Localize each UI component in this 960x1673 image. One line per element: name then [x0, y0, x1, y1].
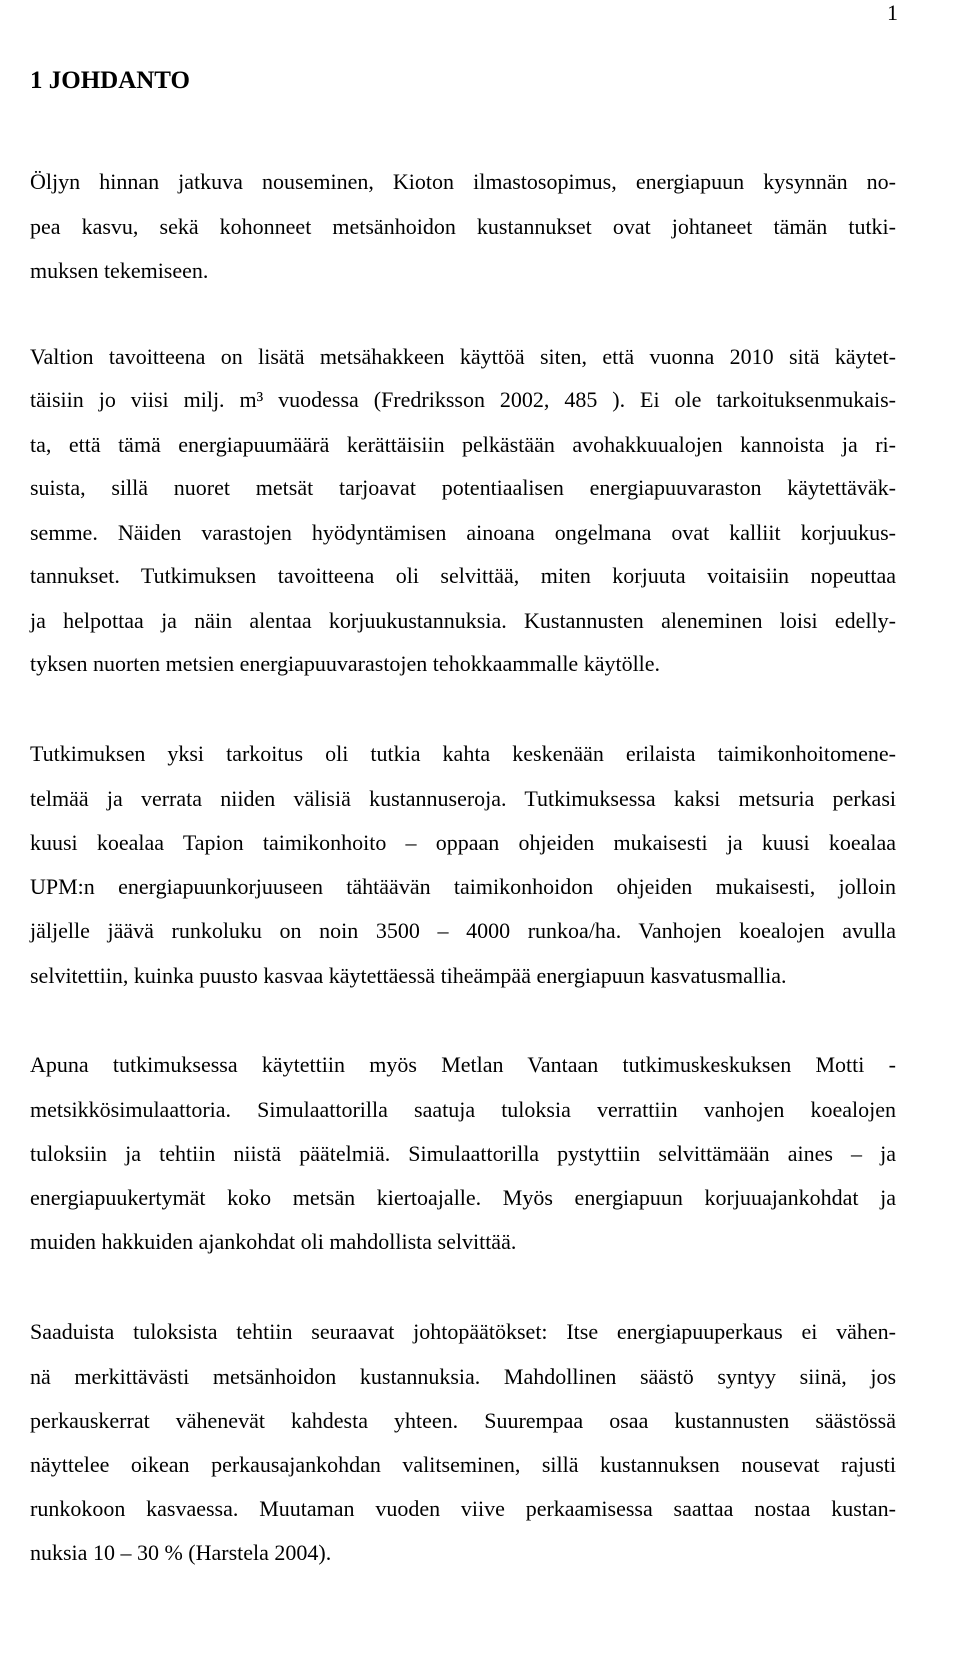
paragraph-line: telmää ja verrata niiden välisiä kustannuseroja. Tutkimuksessa kaksi metsuria perkasi [30, 786, 896, 811]
paragraph-line: Saaduista tuloksista tehtiin seuraavat johtopäätökset: Itse energiapuuperkaus ei vähen- [30, 1319, 896, 1344]
paragraph-line: tyksen nuorten metsien energiapuuvarastojen tehokkaammalle käytölle. [30, 651, 661, 676]
paragraph-line: pea kasvu, sekä kohonneet metsänhoidon kustannukset ovat johtaneet tämän tutki- [30, 214, 896, 239]
paragraph-line: Tutkimuksen yksi tarkoitus oli tutkia kahta keskenään erilaista taimikonhoitomene- [30, 741, 896, 766]
paragraph-line: selvitettiin, kuinka puusto kasvaa käytettäessä tiheämpää energiapuun kasvatusmallia. [30, 963, 787, 988]
page-number: 1 [887, 0, 898, 25]
paragraph-line: kuusi koealaa Tapion taimikonhoito – oppaan ohjeiden mukaisesti ja kuusi koealaa [30, 830, 896, 855]
paragraph-line: UPM:n energiapuunkorjuuseen tähtäävän taimikonhoidon ohjeiden mukaisesti, jolloin [30, 874, 896, 899]
paragraph-line: jäljelle jäävä runkoluku on noin 3500 – 4000 runkoa/ha. Vanhojen koealojen avulla [30, 918, 896, 943]
paragraph-line: Apuna tutkimuksessa käytettiin myös Metlan Vantaan tutkimuskeskuksen Motti - [30, 1052, 896, 1077]
paragraph-line: runkokoon kasvaessa. Muutaman vuoden viive perkaamisessa saattaa nostaa kustan- [30, 1496, 896, 1521]
paragraph-line: muiden hakkuiden ajankohdat oli mahdollista selvittää. [30, 1229, 517, 1254]
paragraph-line: näyttelee oikean perkausajankohdan valitseminen, sillä kustannuksen nousevat rajusti [30, 1452, 896, 1477]
paragraph-line: metsikkösimulaattoria. Simulaattorilla saatuja tuloksia verrattiin vanhojen koealojen [30, 1097, 896, 1122]
paragraph-line: tannukset. Tutkimuksen tavoitteena oli selvittää, miten korjuuta voitaisiin nopeuttaa [30, 563, 896, 588]
paragraph-line: muksen tekemiseen. [30, 258, 209, 283]
paragraph-line: Öljyn hinnan jatkuva nouseminen, Kioton ilmastosopimus, energiapuun kysynnän no- [30, 169, 896, 194]
paragraph-line: nuksia 10 – 30 % (Harstela 2004). [30, 1540, 332, 1565]
paragraph-line: nä merkittävästi metsänhoidon kustannuksia. Mahdollinen säästö syntyy siinä, jos [30, 1364, 896, 1389]
paragraph-line: ja helpottaa ja näin alentaa korjuukustannuksia. Kustannusten aleneminen loisi edelly- [30, 608, 896, 633]
paragraph-line: perkauskerrat vähenevät kahdesta yhteen. Suurempaa osaa kustannusten säästössä [30, 1408, 896, 1433]
paragraph-line: energiapuukertymät koko metsän kiertoajalle. Myös energiapuun korjuuajankohdat ja [30, 1185, 896, 1210]
paragraph-line: ta, että tämä energiapuumäärä kerättäisiin pelkästään avohakkuualojen kannoista ja ri- [30, 432, 896, 457]
paragraph-line: täisiin jo viisi milj. m³ vuodessa (Fredriksson 2002, 485 ). Ei ole tarkoituksenmukais- [30, 387, 896, 412]
paragraph-line: Valtion tavoitteena on lisätä metsähakkeen käyttöä siten, että vuonna 2010 sitä käytet- [30, 344, 896, 369]
paragraph-line: suista, sillä nuoret metsät tarjoavat potentiaalisen energiapuuvaraston käytettäväk- [30, 475, 896, 500]
section-heading: 1 JOHDANTO [30, 67, 190, 94]
paragraph-line: tuloksiin ja tehtiin niistä päätelmiä. Simulaattorilla pystyttiin selvittämään aines – ja [30, 1141, 896, 1166]
paragraph-line: semme. Näiden varastojen hyödyntämisen ainoana ongelmana ovat kalliit korjuukus- [30, 520, 896, 545]
